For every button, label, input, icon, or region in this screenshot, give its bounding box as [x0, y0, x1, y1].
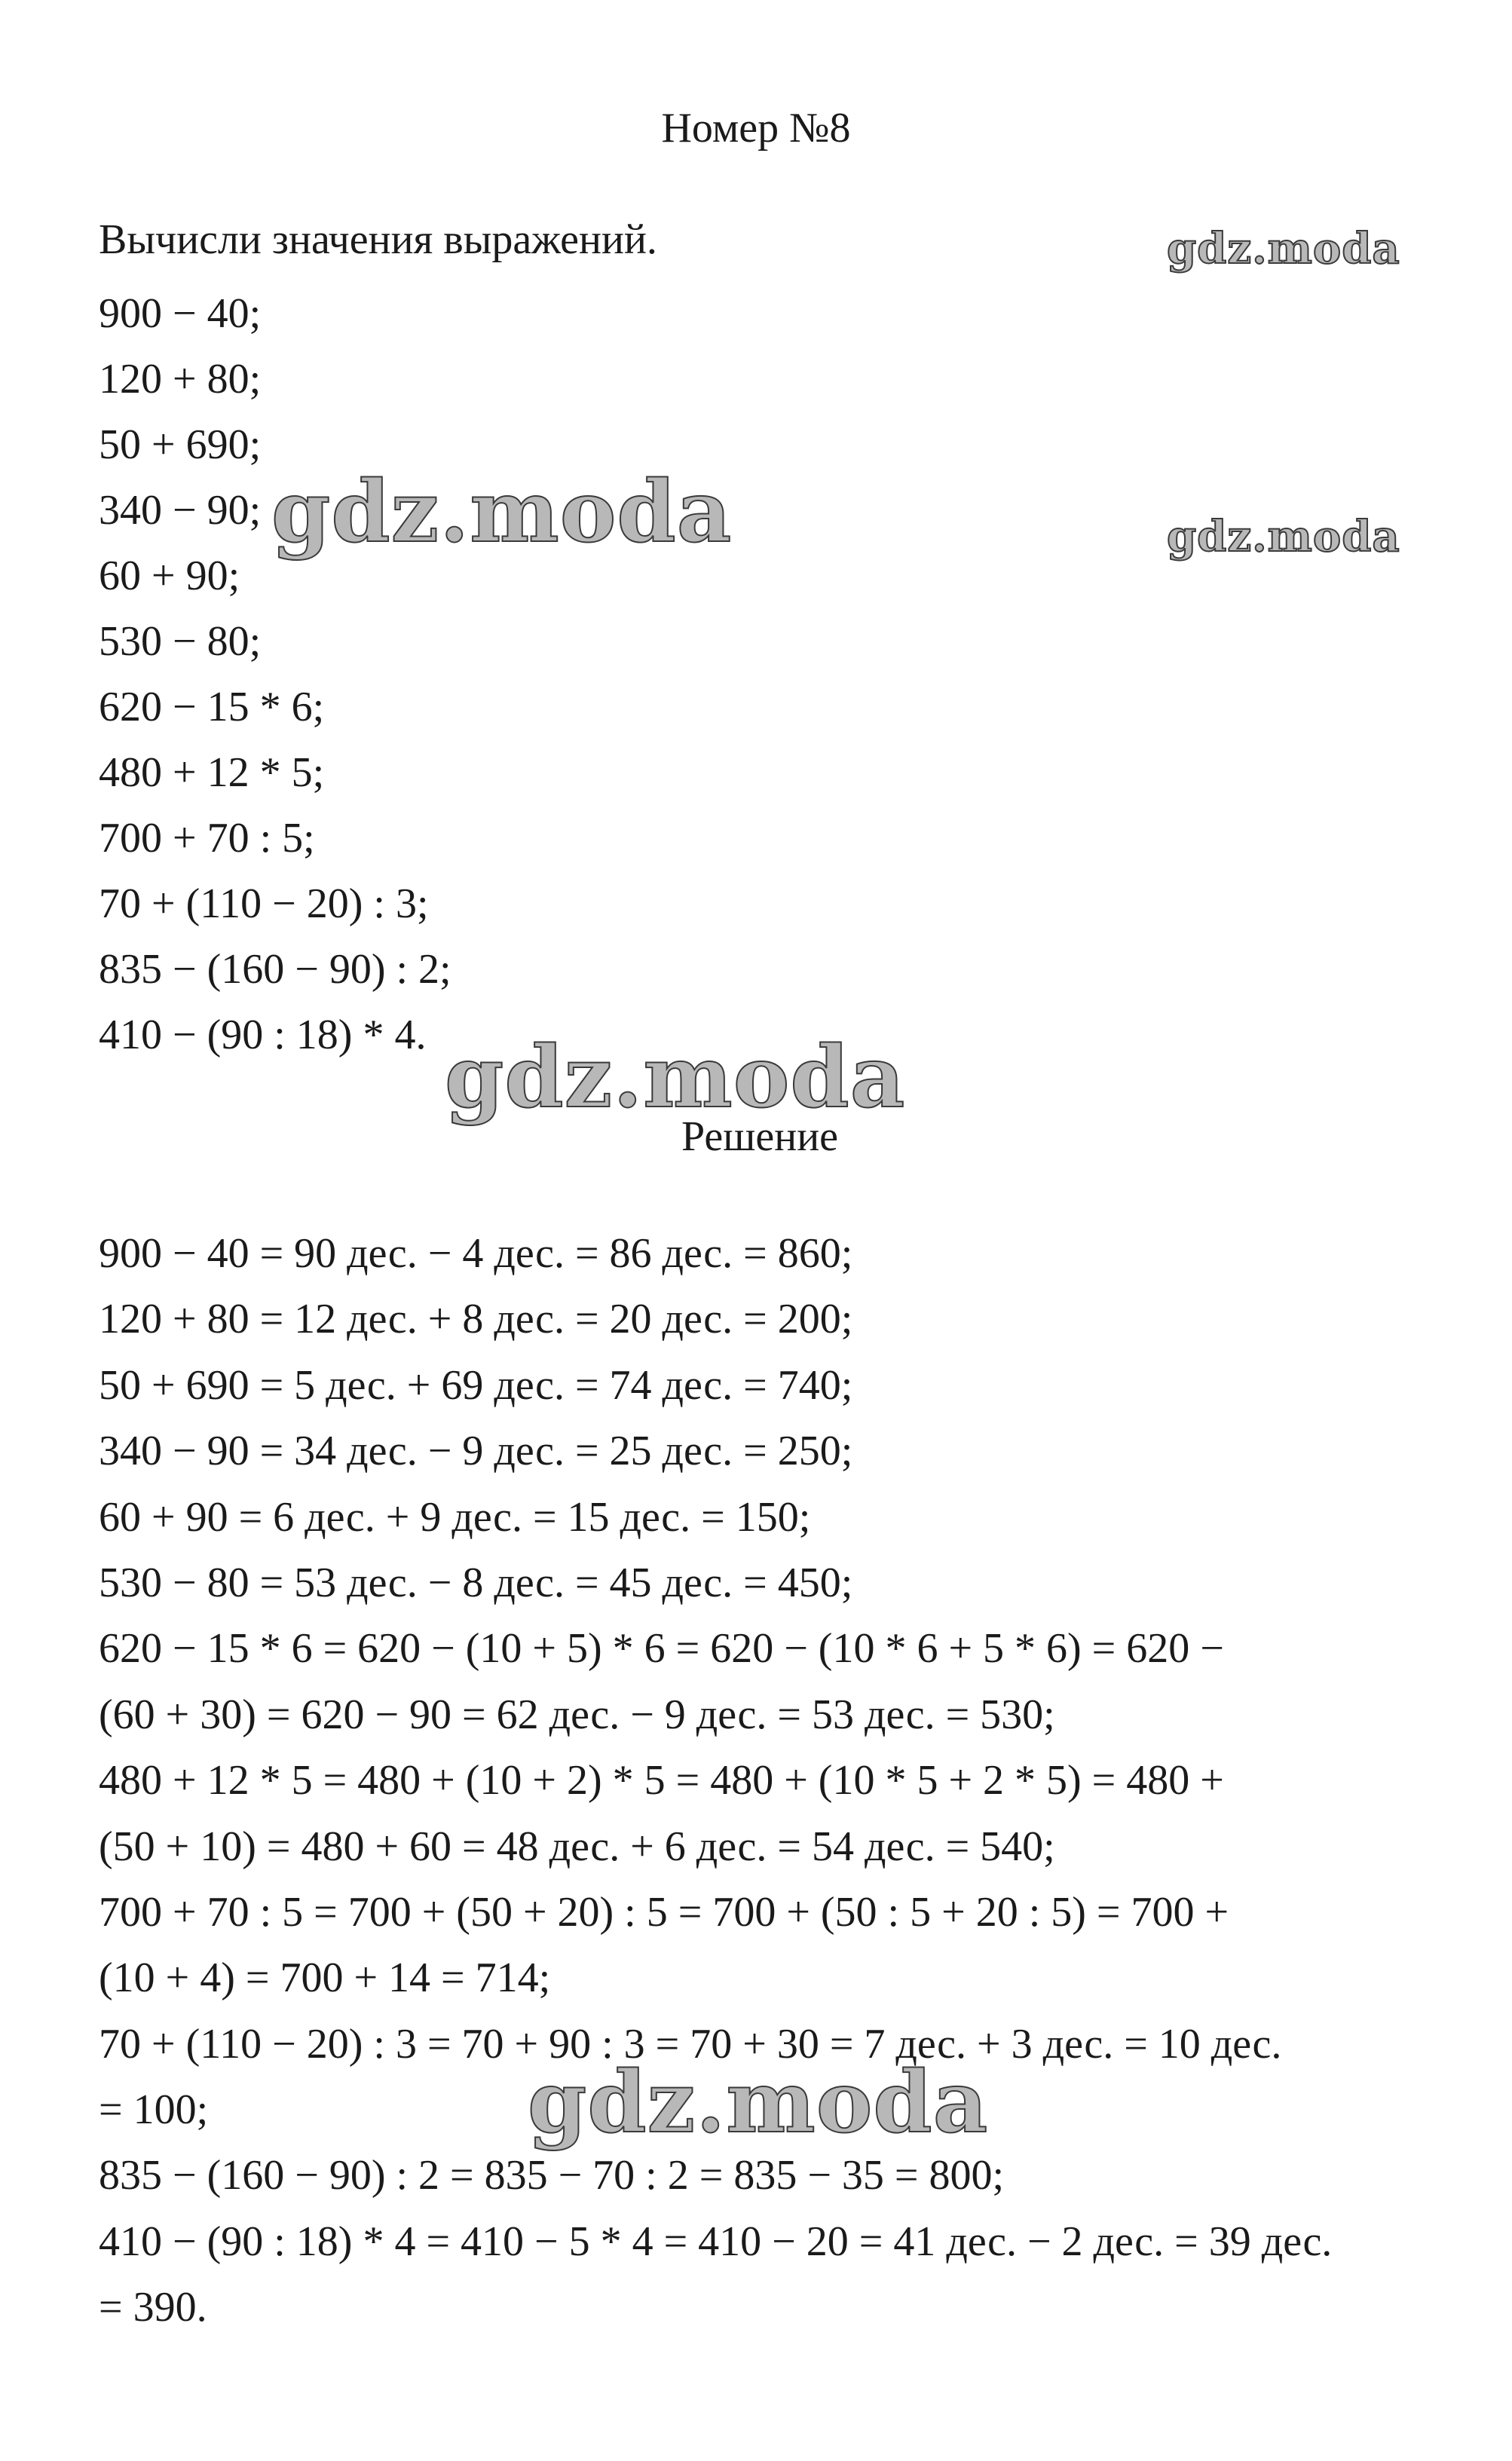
task-item: 340 − 90;: [99, 487, 262, 534]
solution-line: = 390.: [99, 2284, 207, 2331]
solution-line: 835 − (160 − 90) : 2 = 835 − 70 : 2 = 835 − 35 = 800;: [99, 2152, 1005, 2199]
task-intro: Вычисли значения выражений.: [99, 216, 657, 263]
solution-line: 480 + 12 * 5 = 480 + (10 + 2) * 5 = 480 + (10 * 5 + 2 * 5) = 480 +: [99, 1757, 1224, 1804]
solution-line: 900 − 40 = 90 дес. − 4 дес. = 86 дес. = 860;: [99, 1230, 853, 1277]
task-item: 50 + 690;: [99, 421, 262, 468]
watermark-logo: gdz.moda: [445, 1028, 906, 1127]
solution-heading: Решение: [681, 1113, 839, 1160]
task-item: 700 + 70 : 5;: [99, 815, 315, 862]
watermark-logo: gdz.moda: [1167, 224, 1400, 274]
watermark-logo: gdz.moda: [528, 2053, 989, 2152]
solution-line: (10 + 4) = 700 + 14 = 714;: [99, 1954, 551, 2002]
solution-line: 120 + 80 = 12 дес. + 8 дес. = 20 дес. = 200;: [99, 1296, 853, 1343]
watermark-logo: gdz.moda: [271, 463, 733, 562]
task-item: 620 − 15 * 6;: [99, 684, 325, 730]
solution-line: 340 − 90 = 34 дес. − 9 дес. = 25 дес. = 250;: [99, 1428, 853, 1475]
task-item: 120 + 80;: [99, 356, 262, 403]
task-item: 530 − 80;: [99, 618, 262, 665]
watermark-logo: gdz.moda: [1167, 512, 1400, 562]
solution-line: 70 + (110 − 20) : 3 = 70 + 90 : 3 = 70 + 30 = 7 дес. + 3 дес. = 10 дес.: [99, 2020, 1282, 2068]
solution-line: 410 − (90 : 18) * 4 = 410 − 5 * 4 = 410 − 20 = 41 дес. − 2 дес. = 39 дес.: [99, 2218, 1333, 2265]
task-item: 835 − (160 − 90) : 2;: [99, 946, 451, 993]
solution-line: 620 − 15 * 6 = 620 − (10 + 5) * 6 = 620 − (10 * 6 + 5 * 6) = 620 −: [99, 1625, 1224, 1673]
page-title: Номер №8: [661, 105, 851, 152]
task-item: 410 − (90 : 18) * 4.: [99, 1012, 427, 1058]
solution-line: (50 + 10) = 480 + 60 = 48 дес. + 6 дес. = 54 дес. = 540;: [99, 1823, 1055, 1870]
solution-list: [99, 1221, 1332, 2341]
task-item: 70 + (110 − 20) : 3;: [99, 880, 429, 927]
solution-line: 530 − 80 = 53 дес. − 8 дес. = 45 дес. = 450;: [99, 1559, 853, 1606]
task-item: 480 + 12 * 5;: [99, 749, 325, 796]
task-item: 900 − 40;: [99, 290, 262, 337]
solution-line: 50 + 690 = 5 дес. + 69 дес. = 74 дес. = 740;: [99, 1361, 853, 1409]
task-item: 60 + 90;: [99, 553, 240, 599]
task-list: [99, 281, 451, 1068]
solution-line: (60 + 30) = 620 − 90 = 62 дес. − 9 дес. = 53 дес. = 530;: [99, 1691, 1055, 1738]
solution-line: = 100;: [99, 2086, 209, 2134]
solution-line: 60 + 90 = 6 дес. + 9 дес. = 15 дес. = 150;: [99, 1493, 811, 1541]
solution-line: 700 + 70 : 5 = 700 + (50 + 20) : 5 = 700 + (50 : 5 + 20 : 5) = 700 +: [99, 1888, 1229, 1936]
